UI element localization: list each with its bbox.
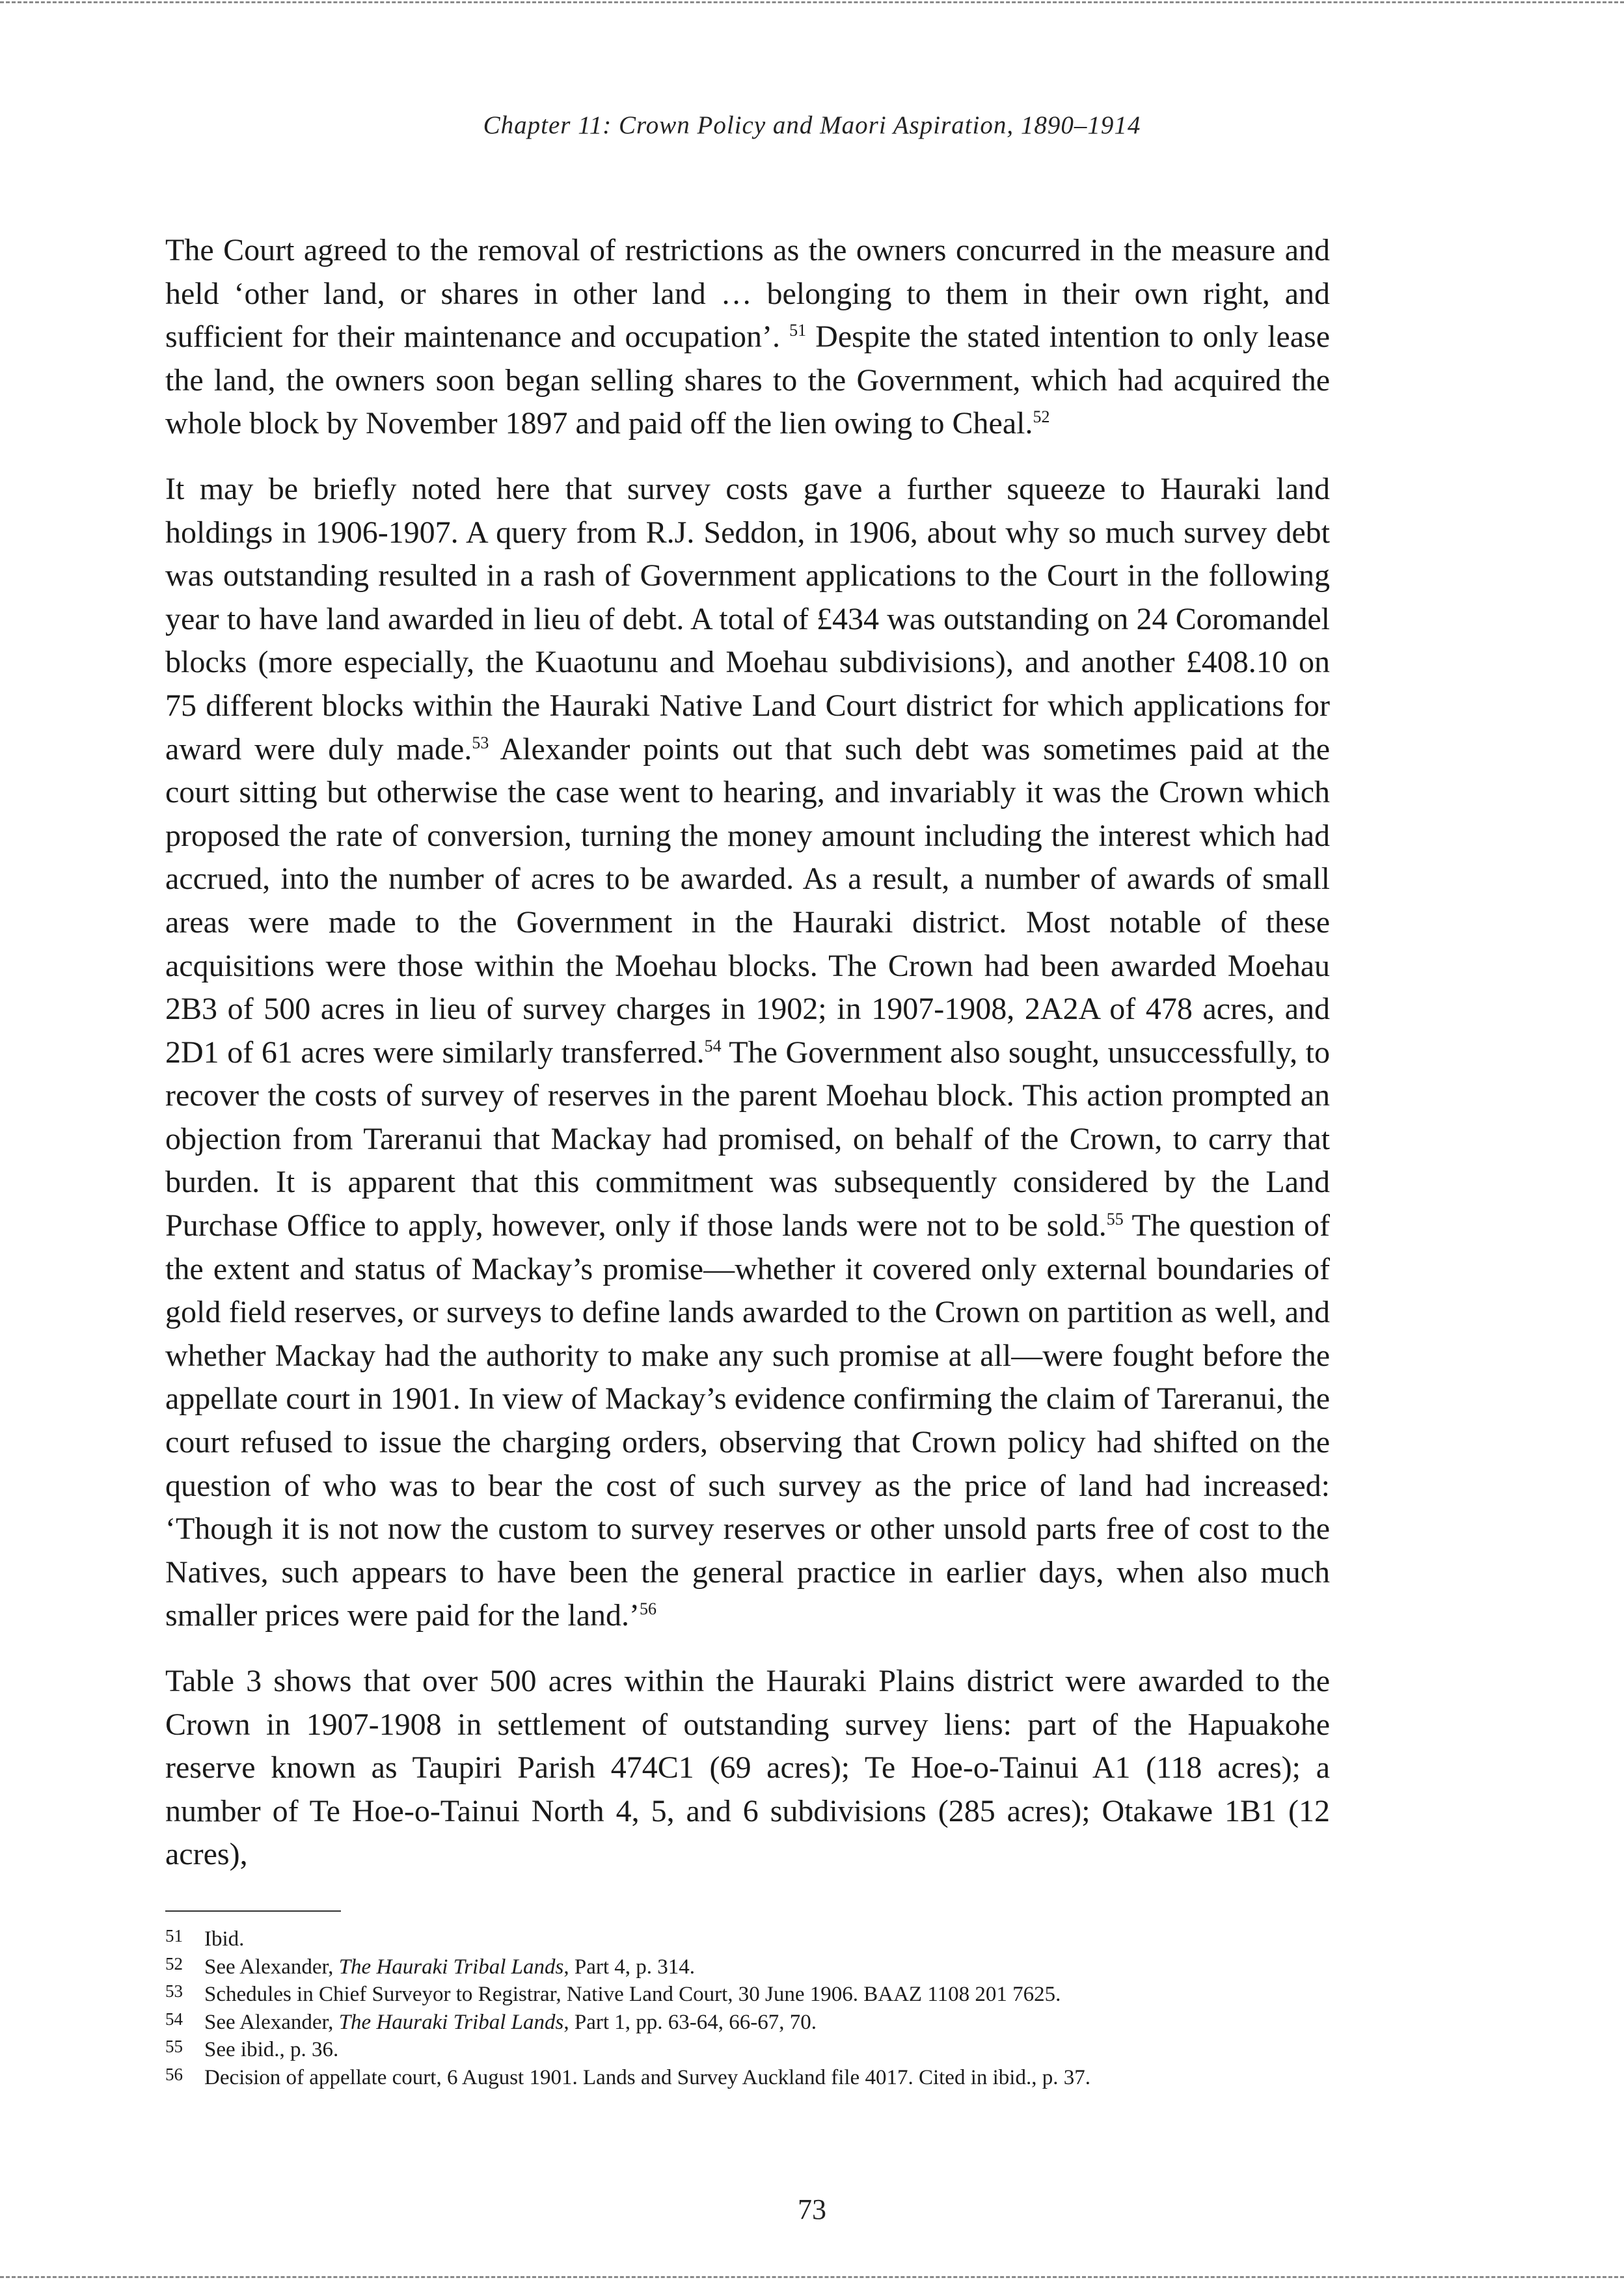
text-run: Schedules in Chief Surveyor to Registrar, Native Land Court, 30 June 1906. BAAZ 1108 201 7625. [204, 1983, 1061, 2006]
footnote [165, 1981, 1330, 2009]
footnote-text [204, 1926, 244, 1953]
footnote-number: 51 [165, 1926, 183, 1946]
footnote-number: 53 [165, 1981, 183, 2001]
text-run: Alexander points out that such debt was sometimes paid at the court sitting but otherwise the case went to hearing, and invariably it was the Crown which proposed the rate of conversion, turning the money amount including the interest which had accrued, into the number of acres to be awarded. As a result, a number of awards of small areas were made to the Government in the Hauraki district. Most notable of these acquisitions were those within the Moehau blocks. The Crown had been awarded Moehau 2B3 of 500 acres in lieu of survey charges in 1902; in 1907-1908, 2A2A of 478 acres, and 2D1 of 61 acres were similarly transferred. [165, 731, 1331, 1070]
running-head: Chapter 11: Crown Policy and Maori Aspiration, 1890–1914 [483, 111, 1141, 139]
footnote [165, 1954, 1330, 1982]
footnote-ref: 55 [1106, 1210, 1124, 1229]
italic-title: The Hauraki Tribal Lands [338, 1955, 564, 1979]
footnote-text [204, 2009, 817, 2037]
footnote-number: 55 [165, 2037, 183, 2056]
text-run: Decision of appellate court, 6 August 1901. Lands and Survey Auckland file 4017. Cited in ibid., p. 37. [204, 2065, 1090, 2089]
text-run: The Government also sought, unsuccessfully, to recover the costs of survey of reserves in the parent Moehau block. This action prompted an objection from Tareranui that Mackay had promised, on behalf of the Crown, to carry that burden. It is apparent that this commitment was subsequently considered by the Land Purchase Office to apply, however, only if those lands were not to be sold. [165, 1035, 1330, 1243]
footnote [165, 2065, 1330, 2093]
footnote-rule [165, 1910, 341, 1912]
footnote-number: 56 [165, 2064, 183, 2084]
text-run: See ibid., p. 36. [204, 2038, 339, 2061]
text-run: , Part 4, p. 314. [563, 1955, 696, 1979]
paragraph [165, 1660, 1330, 1877]
footnote-ref: 53 [472, 733, 489, 752]
scan-edge-top [0, 1, 1624, 3]
text-run: It may be briefly noted here that survey costs gave a further squeeze to Hauraki land holdings in 1906-1907. A query from R.J. Seddon, in 1906, about why so much survey debt was outstanding resulted in a rash of Government applications to the Court in the following year to have land awarded in lieu of debt. A total of £434 was outstanding on 24 Coromandel blocks (more especially, the Kuaotunu and Moehau subdivisions), and another £408.10 on 75 different blocks within the Hauraki Native Land Court district for which applications for award were duly made. [165, 471, 1330, 767]
text-run: Ibid. [204, 1927, 245, 1951]
footnote-ref: 54 [704, 1036, 722, 1055]
footnote-number: 54 [165, 2009, 183, 2029]
scan-edge-bottom [0, 2276, 1624, 2278]
footnote-ref: 52 [1033, 407, 1050, 427]
footnote-text [204, 1954, 695, 1981]
footnote-ref: 56 [640, 1599, 657, 1619]
text-run: See Alexander, [204, 1955, 339, 1979]
text-run: , Part 1, pp. 63-64, 66-67, 70. [563, 2010, 817, 2034]
text-run: Table 3 shows that over 500 acres within the Hauraki Plains district were awarded to the Crown in 1907-1908 in settlement of outstanding survey liens: part of the Hapuakohe reserve known as Taupiri Parish 474C1 (69 acres); Te Hoe-o-Tainui A1 (118 acres); a number of Te Hoe-o-Tainui North 4, 5, and 6 subdivisions (285 acres); Otakawe 1B1 (12 acres), [165, 1664, 1330, 1872]
body-text [165, 229, 1330, 1899]
footnote-text [204, 2065, 1090, 2092]
paragraph [165, 229, 1330, 446]
footnote-number: 52 [165, 1953, 183, 1974]
text-run: The Court agreed to the removal of restrictions as the owners concurred in the measure and held ‘other land, or shares in other land … belonging to them in their own right, and sufficient for their maintenance and occupation’. [165, 233, 1330, 355]
footnote-text [204, 2037, 338, 2064]
page-number: 73 [798, 2193, 826, 2225]
text-run: The question of the extent and status of Mackay’s promise—whether it covered only external boundaries of gold field reserves, or surveys to define lands awarded to the Crown on partition as well, and whether Mackay had the authority to make any such promise at all—were fought before the appellate court in 1901. In view of Mackay’s evidence confirming the claim of Tareranui, the court refused to issue the charging orders, observing that Crown policy had shifted on the question of who was to bear the cost of such survey as the price of land had increased: ‘Though it is not now the custom to survey reserves or other unsold parts free of cost to the Natives, such appears to have been the general practice in earlier days, when also much smaller prices were paid for the land.’ [165, 1208, 1330, 1633]
paragraph [165, 468, 1330, 1638]
footnote [165, 2009, 1330, 2037]
footnote-text [204, 1981, 1061, 2009]
text-run: Despite the stated intention to only lease the land, the owners soon began selling shares to the Government, which had acquired the whole block by November 1897 and paid off the lien owing to Cheal. [165, 319, 1331, 441]
footnote [165, 1926, 1330, 1954]
footnotes [165, 1926, 1330, 2092]
footnote-ref: 51 [789, 321, 807, 340]
text-run: See Alexander, [204, 2010, 339, 2034]
footnote [165, 2037, 1330, 2065]
italic-title: The Hauraki Tribal Lands [338, 2010, 564, 2034]
